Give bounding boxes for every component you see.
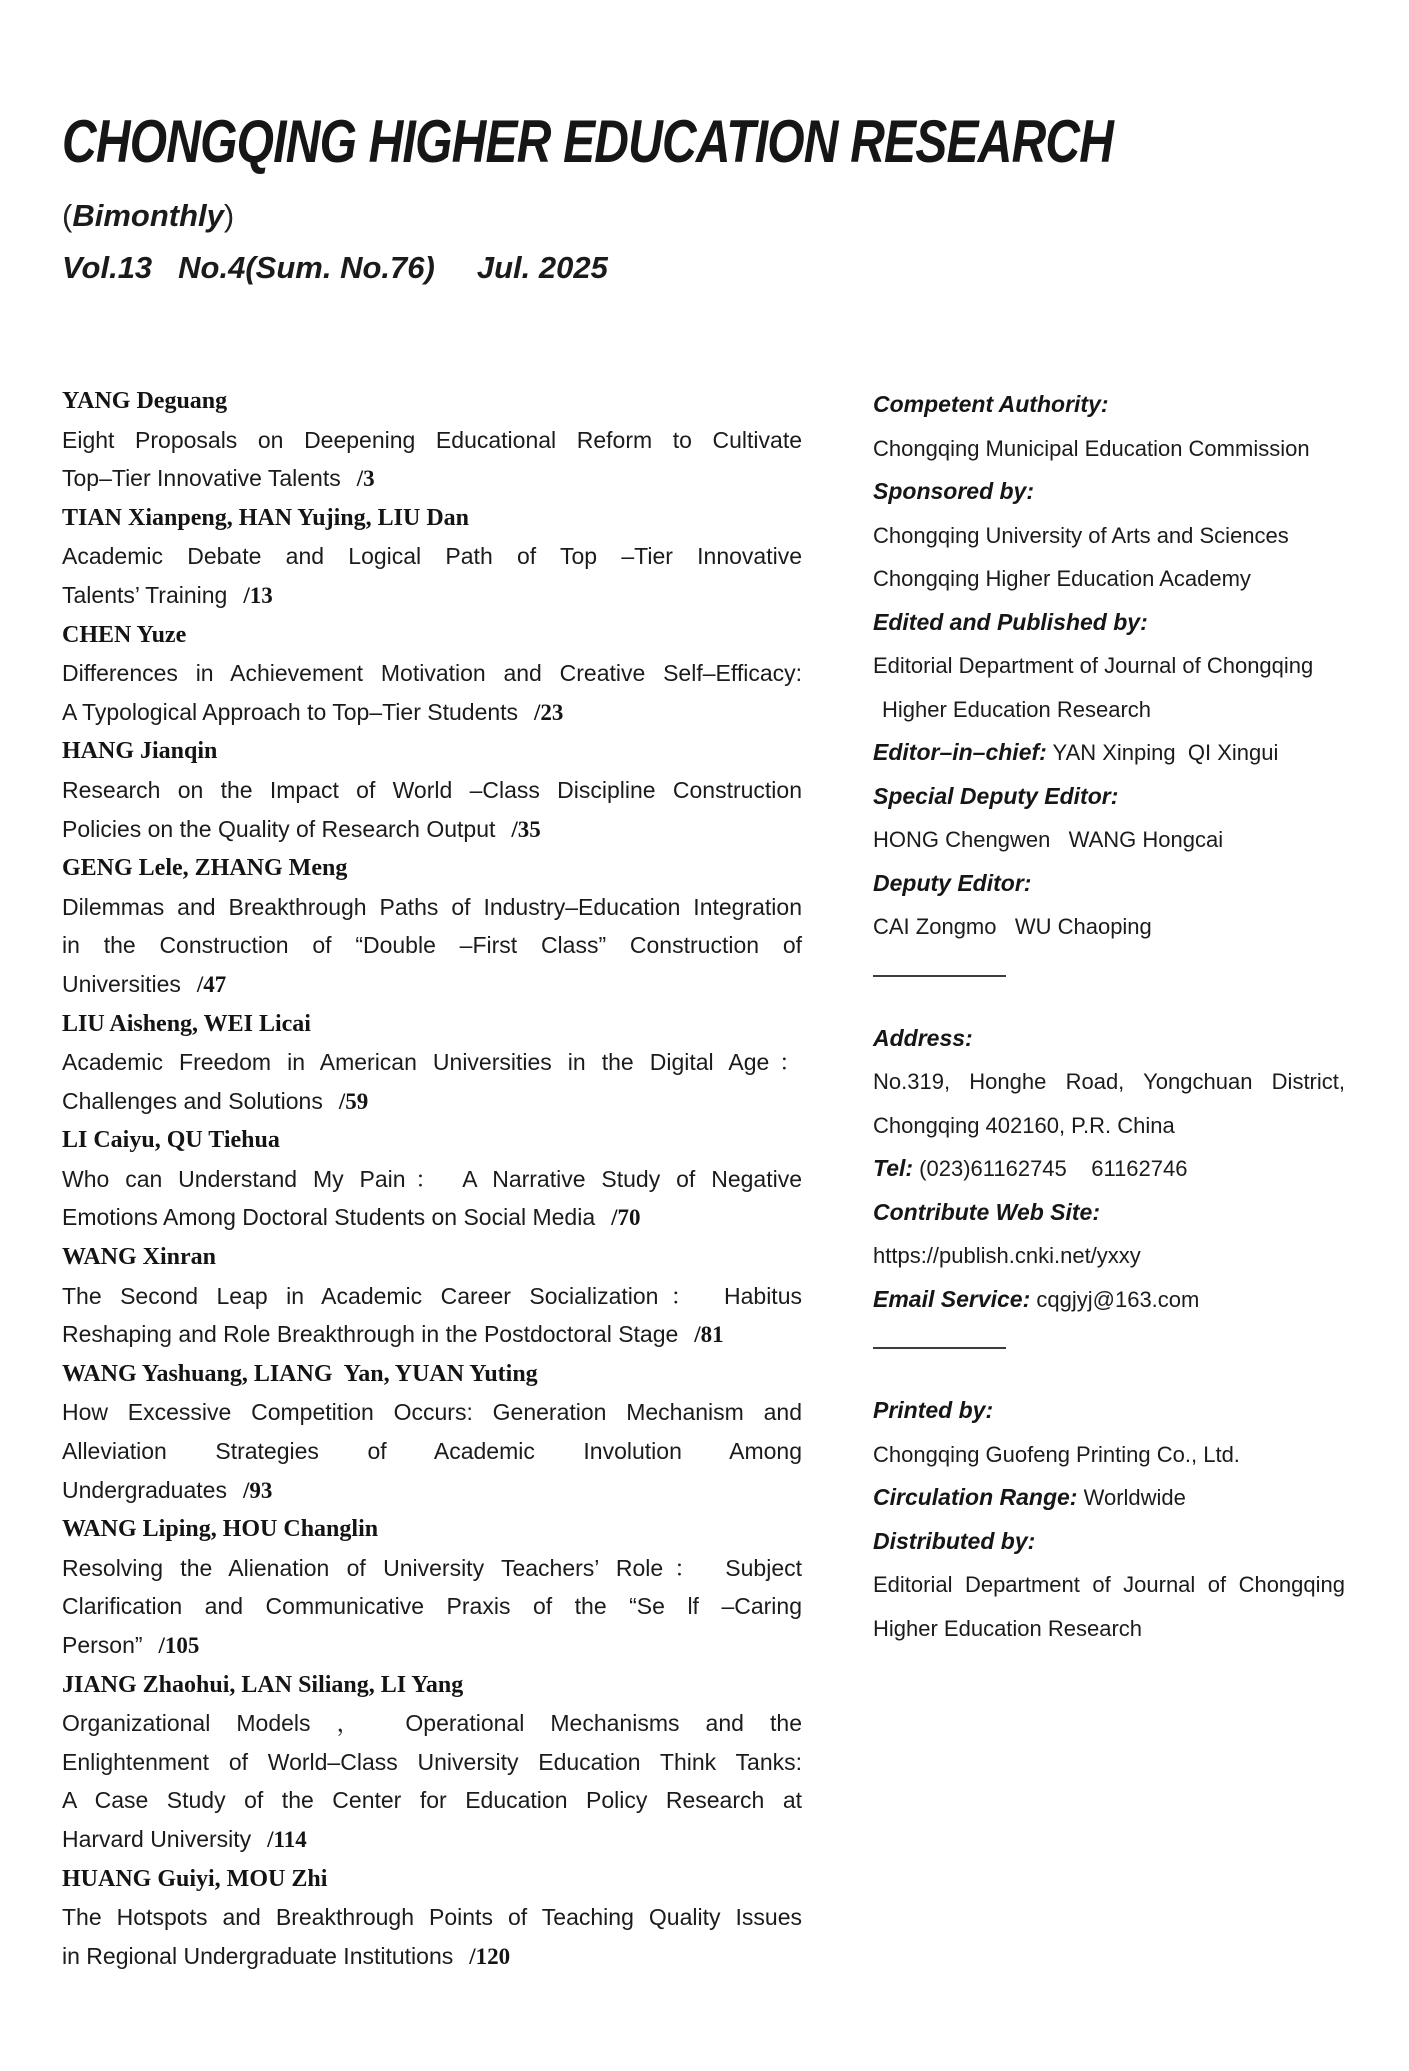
article-title-line: Research on the Impact of World –Class Discipline Construction: [62, 776, 802, 803]
toc-entry: [62, 1355, 802, 1510]
article-title: [62, 771, 802, 849]
article-title: [62, 1277, 802, 1355]
article-title: [62, 1160, 802, 1238]
masthead-row: [873, 470, 1345, 514]
journal-title-text: CHONGQING HIGHER EDUCATION RESEARCH: [62, 108, 1114, 175]
masthead-value: Chongqing Higher Education Academy: [873, 566, 1251, 591]
toc-entry: [62, 616, 802, 733]
article-authors: GENG Lele, ZHANG Meng: [62, 855, 348, 882]
masthead-row: [873, 1191, 1345, 1235]
article-title-text: Talents’ Training: [62, 581, 228, 608]
article-title: [62, 1043, 802, 1121]
article-title-line: [62, 576, 802, 616]
article-title: [62, 1549, 802, 1666]
article-authors: CHEN Yuze: [62, 621, 187, 648]
article-title: [62, 654, 802, 732]
masthead-row: [873, 905, 1345, 949]
masthead-label: Distributed by:: [873, 1527, 1036, 1554]
toc-entry: [62, 382, 802, 499]
section-divider: [873, 975, 1006, 977]
article-title-line: [62, 1471, 802, 1511]
article-title-text: Harvard University: [62, 1825, 252, 1852]
masthead-label: Competent Authority:: [873, 391, 1109, 417]
masthead-row: [873, 644, 1345, 688]
masthead-value: Chongqing University of Arts and Sciences: [873, 522, 1289, 548]
volume-number: Vol.13: [62, 250, 153, 285]
toc-entry: [62, 1510, 802, 1665]
article-title-line: Who can Understand My Pain： A Narrative Study of Negative: [62, 1165, 802, 1192]
article-title-text: Emotions Among Doctoral Students on Social Media: [62, 1204, 596, 1231]
masthead-label: Deputy Editor:: [873, 869, 1032, 896]
table-of-contents: [62, 382, 802, 1976]
article-title-line: Enlightenment of World–Class University Education Think Tanks:: [62, 1748, 802, 1775]
masthead-value: Chongqing Guofeng Printing Co., Ltd.: [873, 1441, 1240, 1467]
page-number: /114: [267, 1826, 307, 1852]
article-title-text: A Typological Approach to Top–Tier Students: [62, 698, 519, 725]
masthead: [873, 382, 1345, 1650]
masthead-row: [873, 862, 1345, 906]
masthead-value: Higher Education Research: [873, 1615, 1143, 1641]
subtitle-text: Bimonthly: [72, 198, 224, 233]
article-title-line: Organizational Models ， Operational Mechanisms and the: [62, 1710, 802, 1737]
masthead-label: Editor–in–chief:: [873, 739, 1047, 765]
masthead-row: [873, 601, 1345, 645]
masthead-row: [873, 1147, 1345, 1191]
article-title-line: [62, 1315, 802, 1355]
page-number: /59: [338, 1088, 369, 1114]
masthead-label: Email Service:: [873, 1285, 1031, 1312]
masthead-row: [873, 1278, 1345, 1322]
masthead-row: [873, 1476, 1345, 1520]
article-title-text: in Regional Undergraduate Institutions: [62, 1942, 454, 1969]
article-title-line: The Hotspots and Breakthrough Points of Teaching Quality Issues: [62, 1904, 802, 1931]
page-number: /35: [511, 816, 541, 842]
article-title-text: Reshaping and Role Breakthrough in the Postdoctoral Stage: [62, 1321, 679, 1348]
subtitle-paren-open: (: [62, 198, 73, 233]
masthead-value: HONG Chengwen WANG Hongcai: [873, 827, 1224, 852]
page-number: /70: [611, 1205, 641, 1231]
page-number: /23: [534, 699, 564, 725]
toc-entry: [62, 1860, 802, 1977]
masthead-row: [873, 1104, 1345, 1148]
article-title-text: Policies on the Quality of Research Output: [62, 815, 496, 842]
article-title: [62, 1704, 802, 1859]
article-title-line: [62, 693, 802, 733]
masthead-value: (023)61162745 61162746: [919, 1156, 1188, 1181]
toc-entry: [62, 732, 802, 849]
article-title-text: Top–Tier Innovative Talents: [62, 465, 341, 492]
article-title-line: [62, 810, 802, 850]
masthead-label: Contribute Web Site:: [873, 1198, 1101, 1225]
masthead-row: [873, 775, 1345, 819]
article-title-line: The Second Leap in Academic Career Socialization： Habitus: [62, 1282, 802, 1309]
subtitle-paren-close: ): [223, 198, 235, 233]
masthead-value: Chongqing 402160, P.R. China: [873, 1112, 1175, 1138]
article-title: [62, 421, 802, 499]
masthead-value: Chongqing Municipal Education Commission: [873, 435, 1310, 461]
article-title-line: [62, 1937, 802, 1977]
toc-entry: [62, 1666, 802, 1860]
article-title: [62, 888, 802, 1005]
issue-number: No.4(Sum. No.76): [178, 250, 435, 285]
masthead-row: [873, 1060, 1345, 1104]
masthead-row: [873, 1017, 1345, 1061]
masthead-label: Special Deputy Editor:: [873, 782, 1119, 809]
article-authors: LIU Aisheng, WEI Licai: [62, 1010, 311, 1037]
masthead-row: [873, 1607, 1345, 1651]
journal-header: [0, 0, 1409, 286]
article-authors: HANG Jianqin: [62, 738, 218, 765]
masthead-value: cqgjyj@163.com: [1036, 1286, 1200, 1312]
article-title: [62, 537, 802, 615]
masthead-value: YAN Xinping QI Xingui: [1052, 740, 1279, 765]
article-title-line: Resolving the Alienation of University Teachers’ Role： Subject: [62, 1554, 802, 1581]
article-title-line: Alleviation Strategies of Academic Involution Among: [62, 1438, 802, 1465]
masthead-label: Sponsored by:: [873, 478, 1035, 504]
toc-entry: [62, 1238, 802, 1355]
masthead-value: CAI Zongmo WU Chaoping: [873, 914, 1152, 939]
article-title-line: [62, 1626, 802, 1666]
masthead-value: Higher Education Research: [882, 696, 1152, 722]
article-title-line: Dilemmas and Breakthrough Paths of Industry–Education Integration: [62, 893, 802, 920]
article-title-line: How Excessive Competition Occurs: Generation Mechanism and: [62, 1399, 802, 1426]
article-title: [62, 1898, 802, 1976]
article-title-line: [62, 459, 802, 499]
masthead-label: Edited and Published by:: [873, 608, 1148, 635]
article-title-text: Person”: [62, 1632, 143, 1658]
content-columns: [0, 382, 1409, 1976]
masthead-row: [873, 557, 1345, 601]
journal-subtitle: [62, 198, 1345, 234]
page-number: /81: [694, 1322, 724, 1348]
page-number: /105: [158, 1633, 200, 1658]
article-title-line: [62, 1198, 802, 1238]
issue-date: Jul. 2025: [476, 250, 608, 285]
masthead-row: [873, 383, 1345, 427]
page-number: /93: [242, 1477, 273, 1503]
masthead-row: [873, 688, 1345, 732]
article-authors: JIANG Zhaohui, LAN Siliang, LI Yang: [62, 1671, 464, 1698]
page-number: /47: [196, 971, 227, 997]
article-title: [62, 1393, 802, 1510]
masthead-value: Worldwide: [1083, 1485, 1186, 1510]
article-title-line: Clarification and Communicative Praxis of the “Se lf –Caring: [62, 1593, 802, 1620]
masthead-label: Address:: [873, 1024, 973, 1051]
article-title-text: Universities: [62, 970, 181, 997]
journal-title: [62, 108, 1345, 175]
masthead-label: Circulation Range:: [873, 1484, 1078, 1510]
article-authors: WANG Xinran: [62, 1244, 217, 1271]
masthead-row: [873, 514, 1345, 558]
toc-entry: [62, 1005, 802, 1122]
article-authors: WANG Yashuang, LIANG Yan, YUAN Yuting: [62, 1360, 538, 1387]
masthead-row: [873, 427, 1345, 471]
article-title-line: [62, 965, 802, 1005]
article-title-line: Differences in Achievement Motivation and Creative Self–Efficacy:: [62, 660, 802, 687]
toc-entry: [62, 1121, 802, 1238]
article-title-line: A Case Study of the Center for Education Policy Research at: [62, 1787, 802, 1814]
article-authors: HUANG Guiyi, MOU Zhi: [62, 1865, 328, 1892]
masthead-label: Printed by:: [873, 1397, 994, 1423]
article-title-line: [62, 1820, 802, 1860]
article-title-line: Eight Proposals on Deepening Educational Reform to Cultivate: [62, 426, 802, 453]
masthead-row: [873, 1433, 1345, 1477]
masthead-row: [873, 818, 1345, 862]
masthead-row: [873, 1520, 1345, 1564]
article-authors: YANG Deguang: [62, 388, 228, 414]
page-number: /13: [243, 582, 273, 608]
article-title-line: Academic Debate and Logical Path of Top –Tier Innovative: [62, 543, 802, 570]
article-title-text: Undergraduates: [62, 1476, 227, 1503]
masthead-value: https://publish.cnki.net/yxxy: [873, 1243, 1141, 1268]
masthead-row: [873, 731, 1345, 775]
masthead-row: [873, 1563, 1345, 1607]
masthead-value: No.319, Honghe Road, Yongchuan District,: [873, 1069, 1345, 1094]
toc-entry: [62, 499, 802, 616]
article-authors: WANG Liping, HOU Changlin: [62, 1516, 379, 1543]
masthead-row: [873, 1234, 1345, 1278]
article-title-line: [62, 1082, 802, 1122]
masthead-value: Editorial Department of Journal of Chongqing: [873, 653, 1314, 678]
article-authors: TIAN Xianpeng, HAN Yujing, LIU Dan: [62, 504, 469, 531]
volume-line: [62, 250, 1345, 286]
article-authors: LI Caiyu, QU Tiehua: [62, 1127, 280, 1154]
article-title-line: in the Construction of “Double –First Class” Construction of: [62, 932, 802, 959]
page-number: /120: [469, 1943, 511, 1969]
article-title-line: Academic Freedom in American Universities in the Digital Age：: [62, 1049, 802, 1076]
masthead-value: Editorial Department of Journal of Chongqing: [873, 1572, 1345, 1597]
toc-entry: [62, 849, 802, 1004]
article-title-text: Challenges and Solutions: [62, 1087, 323, 1114]
section-divider: [873, 1347, 1006, 1349]
masthead-row: [873, 1389, 1345, 1433]
masthead-label: Tel:: [873, 1155, 914, 1181]
page-number: /3: [356, 466, 375, 492]
